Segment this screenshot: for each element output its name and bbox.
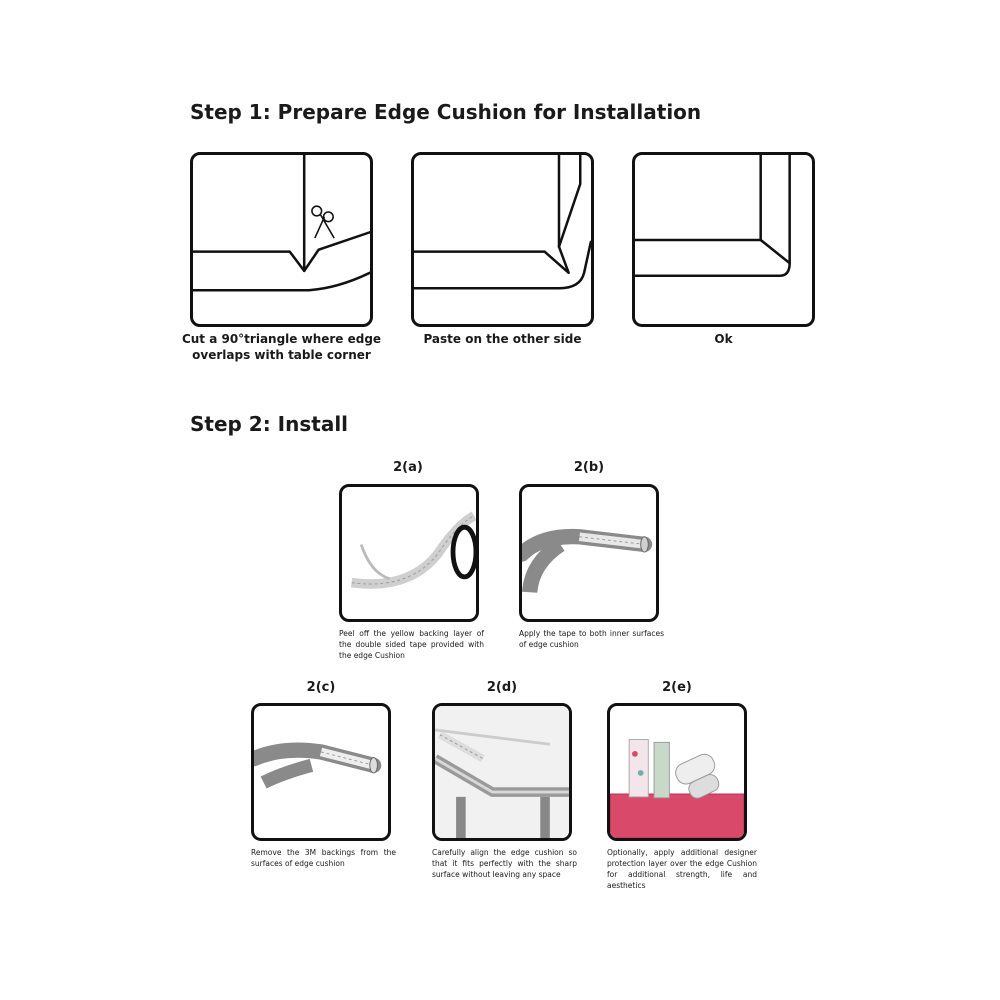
step2c-caption: Remove the 3M backings from the surfaces of edge cushion bbox=[251, 848, 396, 868]
caption-line: Cut a 90°triangle where edge bbox=[181, 332, 382, 346]
step1-panel-paste bbox=[411, 152, 594, 327]
scissors-icon bbox=[312, 206, 334, 238]
align-cushion-illustration bbox=[435, 706, 569, 838]
designer-layer-illustration bbox=[610, 706, 744, 838]
step2b-panel bbox=[519, 484, 659, 622]
step2e-panel bbox=[607, 703, 747, 841]
step2d-caption: Carefully align the edge cushion so that it fits perfectly with the sharp surface without leaving any space bbox=[432, 848, 577, 879]
step1-panel-cut bbox=[190, 152, 373, 327]
step2e-caption: Optionally, apply additional designer protection layer over the edge Cushion for additional strength, life and aesthetics bbox=[607, 848, 757, 890]
step1-caption-cut bbox=[170, 331, 393, 363]
step2b-caption: Apply the tape to both inner surfaces of edge cushion bbox=[519, 629, 664, 649]
peel-tape-illustration bbox=[342, 487, 476, 619]
step2a-caption: Peel off the yellow backing layer of the double sided tape provided with the edge Cushion bbox=[339, 629, 484, 660]
cut-corner-diagram bbox=[193, 155, 370, 324]
step1-caption-ok bbox=[612, 331, 835, 347]
step2d-label: 2(d) bbox=[486, 680, 518, 695]
apply-tape-illustration bbox=[522, 487, 656, 619]
step1-caption-paste bbox=[391, 331, 614, 347]
caption-line: Paste on the other side bbox=[423, 332, 582, 346]
finished-corner-diagram bbox=[635, 155, 812, 324]
step2b-label: 2(b) bbox=[573, 460, 605, 475]
step2e-label: 2(e) bbox=[662, 680, 692, 695]
remove-backing-illustration bbox=[254, 706, 388, 838]
step2a-label: 2(a) bbox=[393, 460, 423, 475]
step2a-panel bbox=[339, 484, 479, 622]
step2d-panel bbox=[432, 703, 572, 841]
step1-heading: Step 1: Prepare Edge Cushion for Installation bbox=[190, 100, 702, 124]
step2c-panel bbox=[251, 703, 391, 841]
step1-panel-ok bbox=[632, 152, 815, 327]
step2c-label: 2(c) bbox=[306, 680, 336, 695]
caption-line: Ok bbox=[714, 332, 733, 346]
caption-line: overlaps with table corner bbox=[192, 348, 371, 362]
step2-heading: Step 2: Install bbox=[190, 412, 349, 436]
paste-corner-diagram bbox=[414, 155, 591, 324]
